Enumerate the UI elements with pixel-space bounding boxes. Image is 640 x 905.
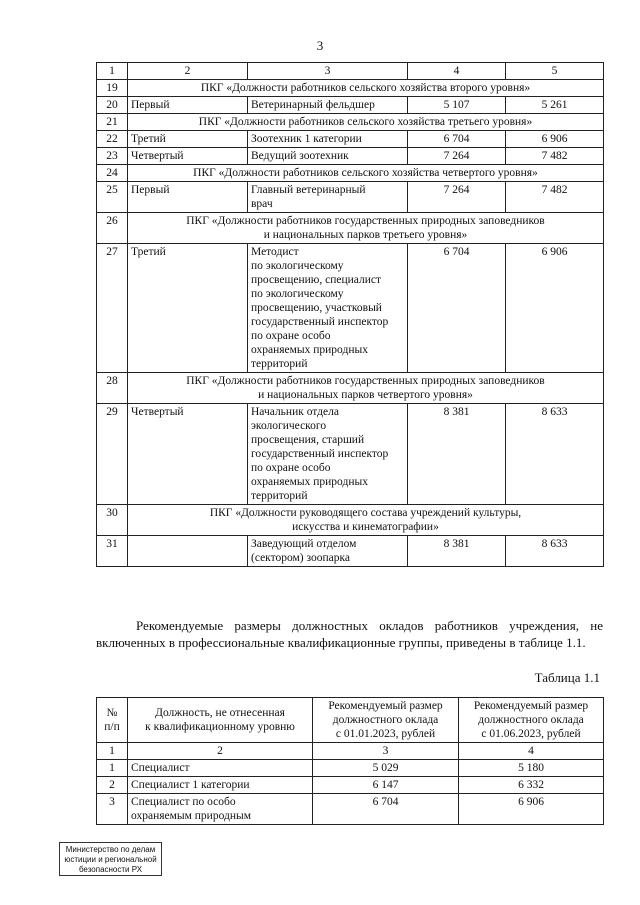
table-header-row — [97, 698, 604, 743]
group-title-cell: ПКГ «Должности руководящего состава учреждений культуры, искусства и кинематографии» — [128, 505, 604, 536]
column-numbering-row — [97, 743, 604, 760]
qualification-level-cell: Первый — [128, 97, 248, 114]
row-number-cell: 22 — [97, 131, 128, 148]
group-title-cell: ПКГ «Должности работников сельского хозяйства третьего уровня» — [128, 114, 604, 131]
column-header-cell: № п/п — [97, 698, 128, 743]
salary-2023-01-cell: 7 264 — [408, 148, 506, 165]
table-row — [97, 244, 604, 373]
salary-2023-06-cell: 5 180 — [459, 760, 604, 777]
salary-2023-01-cell: 6 704 — [408, 131, 506, 148]
salary-2023-01-cell: 5 107 — [408, 97, 506, 114]
position-cell: Зоотехник 1 категории — [248, 131, 408, 148]
row-number-cell: 21 — [97, 114, 128, 131]
column-number-cell: 4 — [408, 63, 506, 80]
position-cell: Методист по экологическому просвещению, специалист по экологическому просвещению, участковый государственный инспектор по охране особо охраняемых природных территорий — [248, 244, 408, 373]
table-row — [97, 536, 604, 567]
salary-2023-06-cell: 5 261 — [506, 97, 604, 114]
column-number-cell: 5 — [506, 63, 604, 80]
table-positions-unclassified — [96, 697, 604, 825]
qualification-level-cell: Четвертый — [128, 148, 248, 165]
column-header-cell: Рекомендуемый размер должностного оклада с 01.01.2023, рублей — [313, 698, 459, 743]
row-number-cell: 26 — [97, 213, 128, 244]
position-cell: Специалист 1 категории — [128, 777, 313, 794]
group-title-cell: ПКГ «Должности работников государственных природных заповедников и национальных парков третьего уровня» — [128, 213, 604, 244]
column-header-cell: Должность, не отнесенная к квалификационному уровню — [128, 698, 313, 743]
group-row — [97, 505, 604, 536]
group-title-cell: ПКГ «Должности работников сельского хозяйства второго уровня» — [128, 80, 604, 97]
position-cell: Заведующий отделом (сектором) зоопарка — [248, 536, 408, 567]
salary-2023-01-cell: 8 381 — [408, 404, 506, 505]
position-cell: Начальник отдела экологического просвещения, старший государственный инспектор по охране особо охраняемых природных территорий — [248, 404, 408, 505]
salary-2023-06-cell: 7 482 — [506, 182, 604, 213]
intro-paragraph: Рекомендуемые размеры должностных окладов работников учреждения, не включенных в профессиональные квалификационные группы, приведены в таблице 1.1. — [96, 618, 603, 650]
row-number-cell: 1 — [97, 760, 128, 777]
row-number-cell: 29 — [97, 404, 128, 505]
row-number-cell: 25 — [97, 182, 128, 213]
column-number-cell: 2 — [128, 63, 248, 80]
column-number-cell: 1 — [97, 63, 128, 80]
group-row — [97, 373, 604, 404]
salary-2023-06-cell: 6 906 — [506, 131, 604, 148]
table-positions-pkg — [96, 62, 604, 567]
position-cell: Ведущий зоотехник — [248, 148, 408, 165]
salary-2023-06-cell: 7 482 — [506, 148, 604, 165]
table-row — [97, 777, 604, 794]
qualification-level-cell: Третий — [128, 244, 248, 373]
column-number-cell: 4 — [459, 743, 604, 760]
column-number-cell: 3 — [313, 743, 459, 760]
row-number-cell: 31 — [97, 536, 128, 567]
table-row — [97, 760, 604, 777]
salary-2023-01-cell: 6 704 — [313, 794, 459, 825]
group-title-cell: ПКГ «Должности работников сельского хозяйства четвертого уровня» — [128, 165, 604, 182]
row-number-cell: 28 — [97, 373, 128, 404]
qualification-level-cell: Третий — [128, 131, 248, 148]
salary-2023-06-cell: 6 332 — [459, 777, 604, 794]
position-cell: Специалист — [128, 760, 313, 777]
row-number-cell: 3 — [97, 794, 128, 825]
registration-stamp: Министерство по делам юстиции и региональной безопасности РХ — [59, 842, 162, 876]
salary-2023-01-cell: 5 029 — [313, 760, 459, 777]
row-number-cell: 19 — [97, 80, 128, 97]
column-number-cell: 1 — [97, 743, 128, 760]
qualification-level-cell: Четвертый — [128, 404, 248, 505]
column-number-cell: 3 — [248, 63, 408, 80]
table-header-row — [97, 63, 604, 80]
group-row — [97, 213, 604, 244]
position-cell: Ветеринарный фельдшер — [248, 97, 408, 114]
group-row — [97, 114, 604, 131]
salary-2023-06-cell: 8 633 — [506, 404, 604, 505]
table-row — [97, 794, 604, 825]
salary-2023-01-cell: 8 381 — [408, 536, 506, 567]
page-number: 3 — [316, 38, 324, 53]
position-cell: Главный ветеринарный врач — [248, 182, 408, 213]
table-row — [97, 182, 604, 213]
qualification-level-cell: Первый — [128, 182, 248, 213]
table-row — [97, 404, 604, 505]
salary-2023-01-cell: 6 704 — [408, 244, 506, 373]
group-title-cell: ПКГ «Должности работников государственных природных заповедников и национальных парков четвертого уровня» — [128, 373, 604, 404]
row-number-cell: 20 — [97, 97, 128, 114]
column-number-cell: 2 — [128, 743, 313, 760]
table-caption: Таблица 1.1 — [534, 670, 600, 685]
salary-2023-06-cell: 6 906 — [459, 794, 604, 825]
row-number-cell: 2 — [97, 777, 128, 794]
group-row — [97, 80, 604, 97]
salary-2023-06-cell: 8 633 — [506, 536, 604, 567]
group-row — [97, 165, 604, 182]
table-row — [97, 131, 604, 148]
salary-2023-01-cell: 6 147 — [313, 777, 459, 794]
salary-2023-06-cell: 6 906 — [506, 244, 604, 373]
table-row — [97, 97, 604, 114]
row-number-cell: 30 — [97, 505, 128, 536]
position-cell: Специалист по особо охраняемым природным — [128, 794, 313, 825]
salary-2023-01-cell: 7 264 — [408, 182, 506, 213]
row-number-cell: 23 — [97, 148, 128, 165]
row-number-cell: 24 — [97, 165, 128, 182]
qualification-level-cell — [128, 536, 248, 567]
column-header-cell: Рекомендуемый размер должностного оклада с 01.06.2023, рублей — [459, 698, 604, 743]
table-row — [97, 148, 604, 165]
row-number-cell: 27 — [97, 244, 128, 373]
